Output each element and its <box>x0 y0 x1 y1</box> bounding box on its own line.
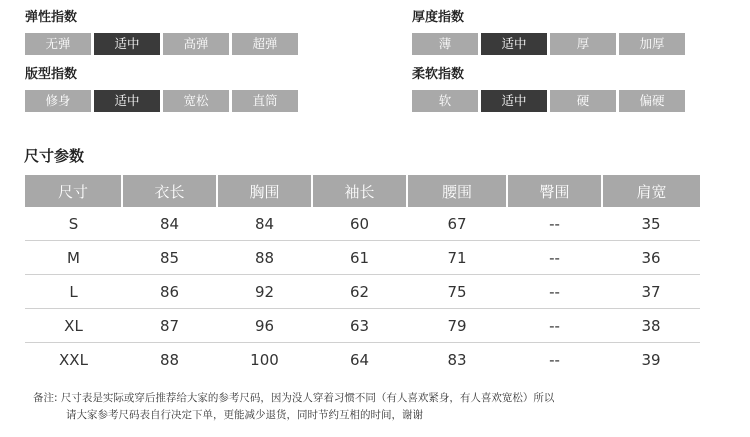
table-cell: 83 <box>447 350 467 369</box>
index-group-thickness <box>412 9 685 55</box>
index-option-selected[interactable]: 适中 <box>481 33 547 55</box>
table-cell: 61 <box>312 241 407 275</box>
table-cell: 35 <box>602 207 700 241</box>
table-cell: 75 <box>407 275 507 309</box>
index-option[interactable]: 宽松 <box>163 90 229 112</box>
table-cell: -- <box>549 350 560 369</box>
note-text-1: 尺寸表是实际或穿后推荐给大家的参考尺码，因为没人穿着习惯不同（有人喜欢紧身，有人喜欢宽松）所以 <box>60 392 555 404</box>
column-header: 袖长 <box>312 175 407 207</box>
table-cell: XXL <box>59 350 88 369</box>
table-cell: -- <box>507 275 602 309</box>
table-cell: -- <box>507 207 602 241</box>
table-cell: S <box>25 207 122 241</box>
table-row <box>25 309 700 343</box>
index-option[interactable]: 超弹 <box>232 33 298 55</box>
table-cell: 88 <box>159 350 180 369</box>
table-cell: 96 <box>217 309 312 343</box>
index-option[interactable]: 软 <box>412 90 478 112</box>
table-cell: 62 <box>312 275 407 309</box>
index-options <box>412 90 685 112</box>
index-option[interactable]: 直筒 <box>232 90 298 112</box>
index-option[interactable]: 加厚 <box>619 33 685 55</box>
table-cell: 64 <box>349 350 370 369</box>
column-header: 腰围 <box>407 175 507 207</box>
table-cell: 85 <box>122 241 217 275</box>
index-option[interactable]: 无弹 <box>25 33 91 55</box>
note-label: 备注: <box>33 392 58 404</box>
table-cell: 100 <box>250 350 279 369</box>
index-title: 柔软指数 <box>412 67 465 82</box>
table-cell: 60 <box>312 207 407 241</box>
index-option-selected[interactable]: 适中 <box>94 33 160 55</box>
index-option[interactable]: 高弹 <box>163 33 229 55</box>
index-title: 厚度指数 <box>412 10 465 25</box>
table-cell: 84 <box>122 207 217 241</box>
index-options <box>25 90 298 112</box>
index-option[interactable]: 偏硬 <box>619 90 685 112</box>
index-option-selected[interactable]: 适中 <box>94 90 160 112</box>
table-cell: 84 <box>217 207 312 241</box>
table-cell: 79 <box>407 309 507 343</box>
index-option[interactable]: 修身 <box>25 90 91 112</box>
column-header: 臀围 <box>507 175 602 207</box>
column-header: 尺寸 <box>25 175 122 207</box>
index-options <box>25 33 298 55</box>
table-row <box>25 275 700 309</box>
table-cell: -- <box>507 309 602 343</box>
table-cell: 63 <box>312 309 407 343</box>
table-cell: 86 <box>122 275 217 309</box>
table-cell: 37 <box>602 275 700 309</box>
table-cell: L <box>25 275 122 309</box>
note-text-2: 请大家参考尺码表自行决定下单，更能减少退货，同时节约互相的时间，谢谢 <box>66 409 423 421</box>
table-cell: 87 <box>122 309 217 343</box>
index-title: 弹性指数 <box>25 10 78 25</box>
table-row <box>25 241 700 275</box>
column-header: 衣长 <box>122 175 217 207</box>
index-group-softness <box>412 66 685 112</box>
index-option[interactable]: 硬 <box>550 90 616 112</box>
index-group-fit <box>25 66 298 112</box>
index-title: 版型指数 <box>25 67 78 82</box>
table-cell: 71 <box>407 241 507 275</box>
index-option[interactable]: 厚 <box>550 33 616 55</box>
size-section-title: 尺寸参数 <box>24 147 85 165</box>
table-header-row <box>25 175 700 207</box>
table-cell: -- <box>507 241 602 275</box>
table-row <box>25 207 700 241</box>
column-header: 肩宽 <box>602 175 700 207</box>
table-cell: 92 <box>217 275 312 309</box>
index-option[interactable]: 薄 <box>412 33 478 55</box>
table-cell: M <box>25 241 122 275</box>
index-option-selected[interactable]: 适中 <box>481 90 547 112</box>
table-cell: 67 <box>407 207 507 241</box>
note-line-1 <box>33 390 673 407</box>
table-cell: 39 <box>641 350 661 369</box>
table-cell: 88 <box>217 241 312 275</box>
table-row <box>25 343 700 377</box>
table-cell: 38 <box>602 309 700 343</box>
table-cell: XL <box>25 309 122 343</box>
index-options <box>412 33 685 55</box>
size-note <box>33 390 673 424</box>
column-header: 胸围 <box>217 175 312 207</box>
table-cell: 36 <box>602 241 700 275</box>
size-table <box>25 175 700 376</box>
index-group-elasticity <box>25 9 298 55</box>
